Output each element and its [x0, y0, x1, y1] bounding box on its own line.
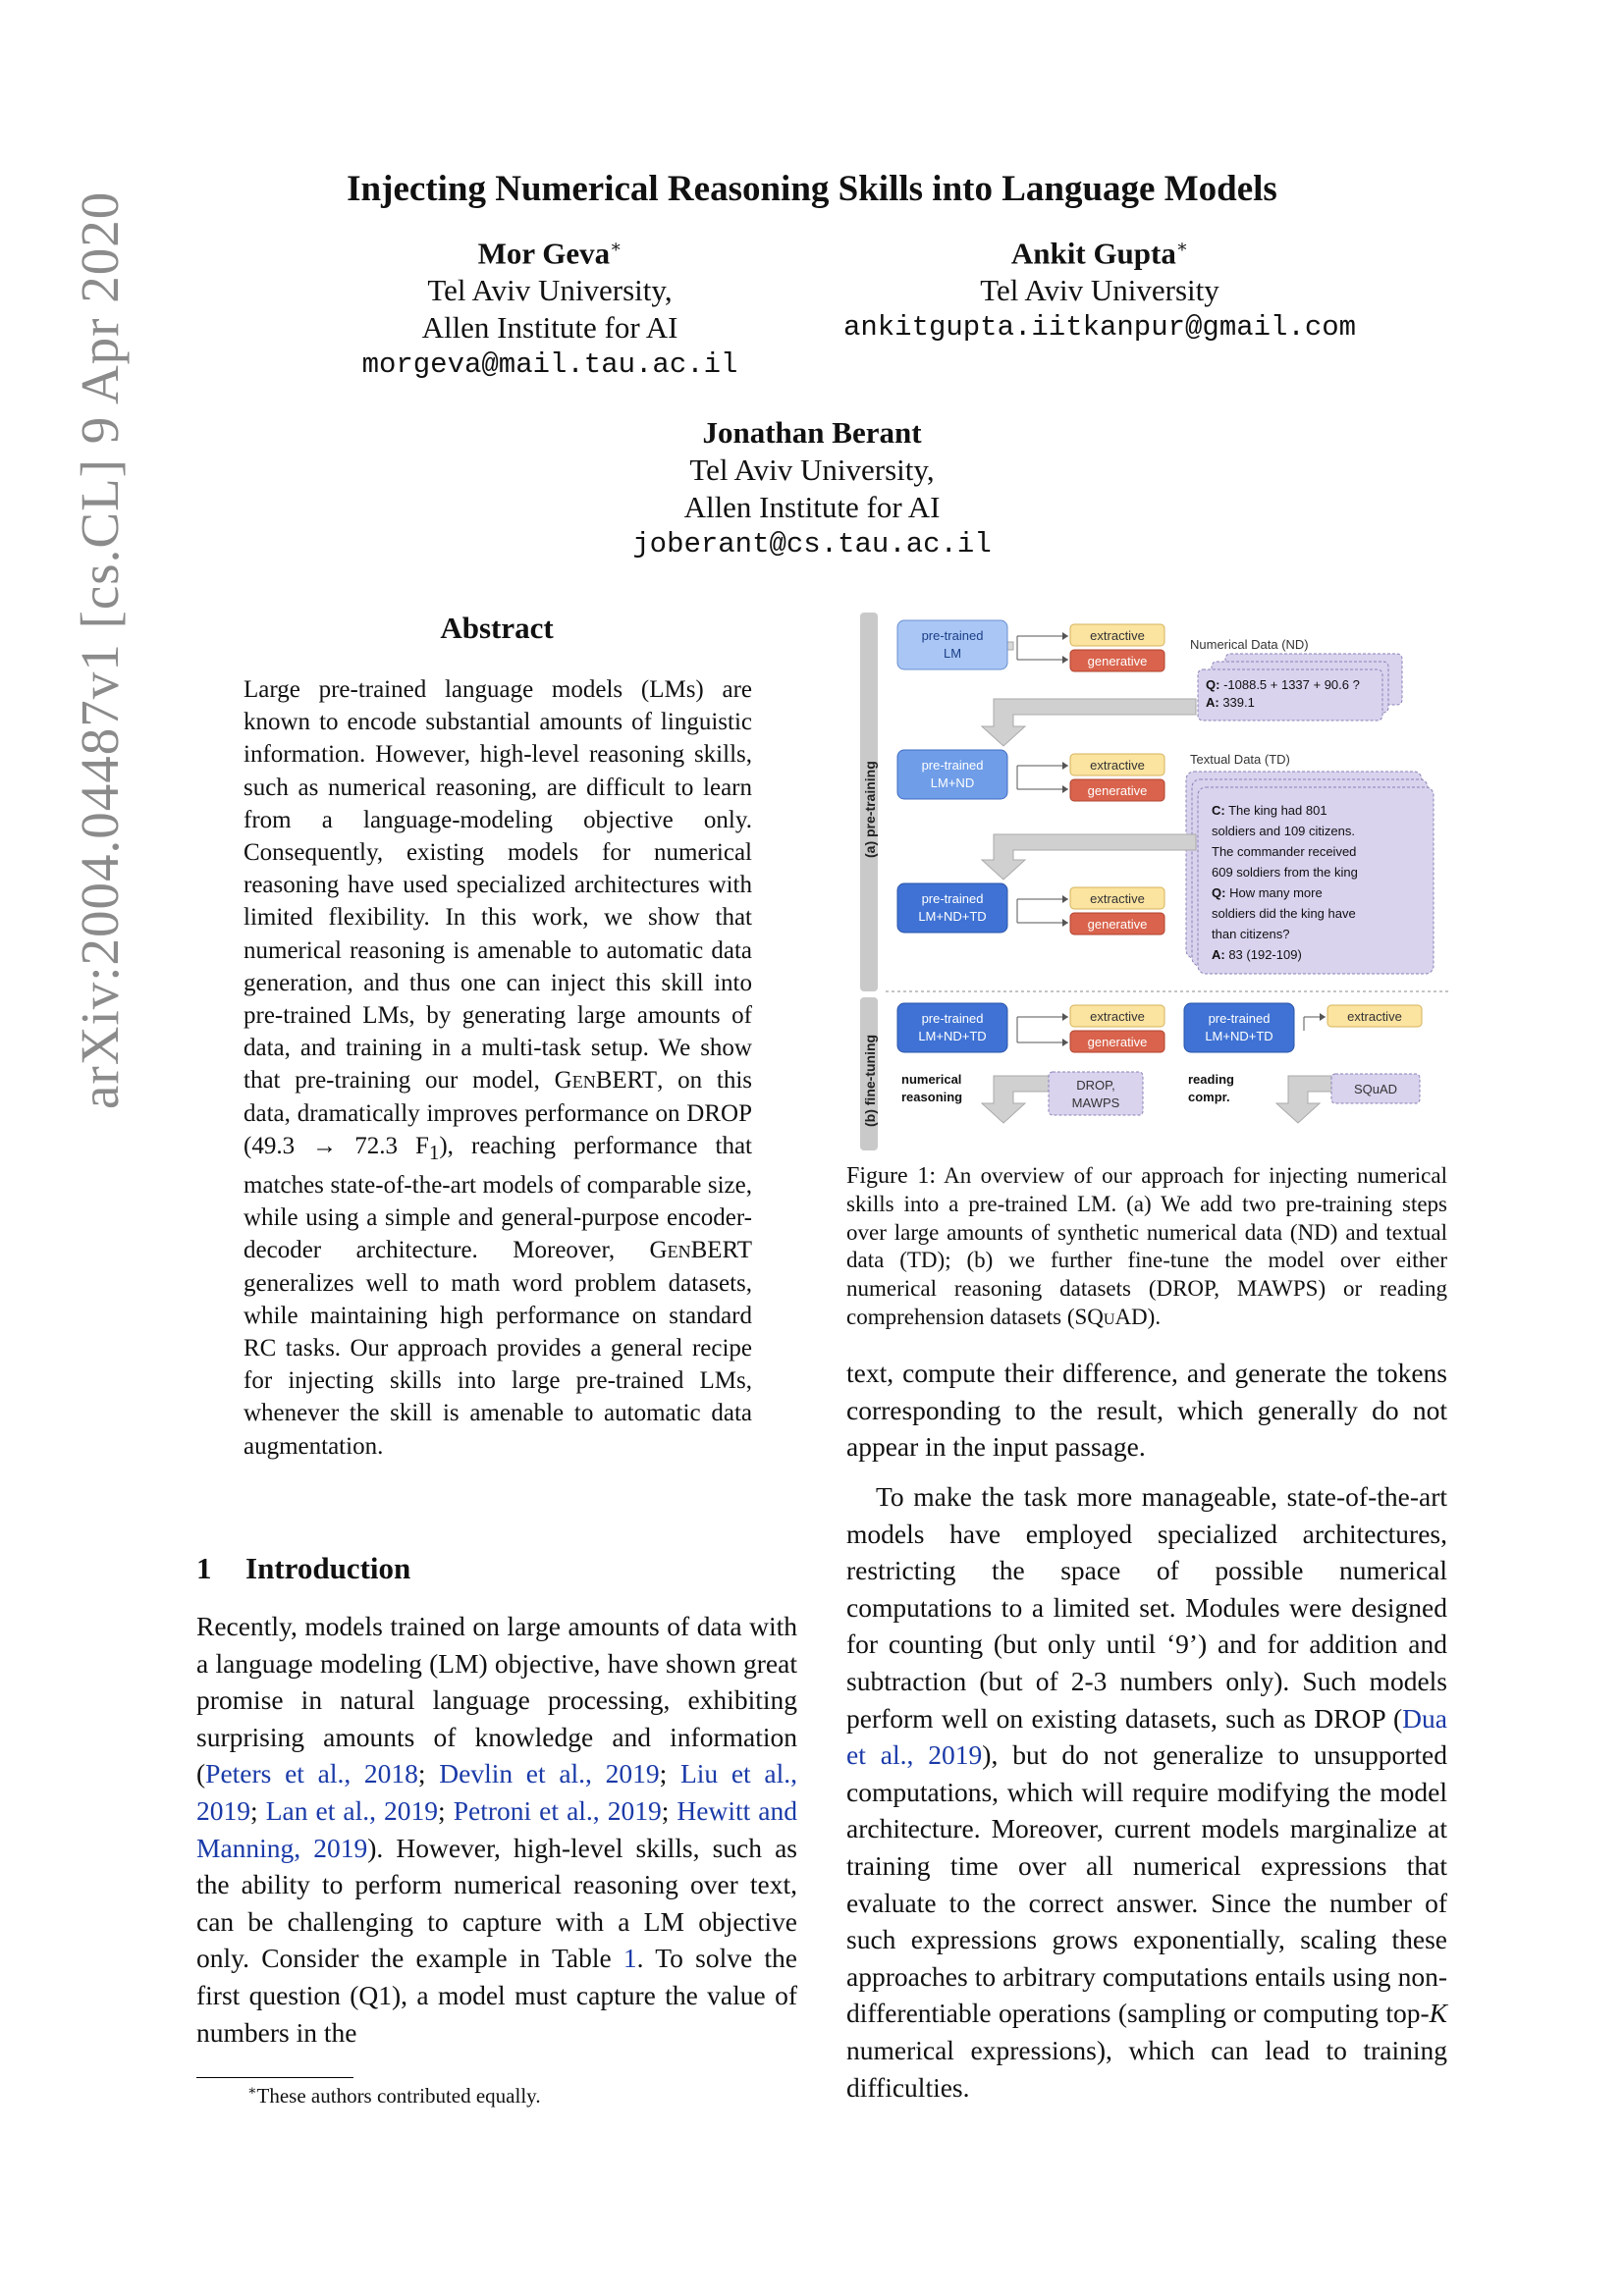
connector	[1017, 766, 1068, 789]
author-block-gupta	[785, 228, 1414, 347]
abstract-body	[244, 673, 752, 1463]
figure-diagram	[846, 607, 1455, 1156]
flow-arrow	[982, 834, 1196, 880]
dataset-name: MAWPS	[1236, 1276, 1319, 1302]
caption-label: Figure 1:	[846, 1163, 936, 1189]
author-mark: ∗	[610, 237, 623, 256]
td-q-label: Q:	[1212, 885, 1226, 900]
body-text: Recently, models trained on large amounts of data with a language modeling (LM) objective, have shown great promise in natural language processing, exhibiting surprising amounts of knowledge and information (	[196, 1611, 797, 1789]
side-label: (b) fine-tuning	[862, 1034, 878, 1127]
nd-a-text: 339.1	[1218, 695, 1255, 710]
model-name: GenBERT	[649, 1237, 752, 1264]
nd-answer	[1206, 695, 1255, 710]
paper-title: Injecting Numerical Reasoning Skills into Language Models	[347, 169, 1277, 209]
abstract-text: ), reaching performance that matches state-of-the-art models of comparable size, while using a simple and general-purpose encoder-decoder architecture. Moreover,	[244, 1132, 752, 1264]
caption-text: ).	[1147, 1304, 1162, 1329]
lm-label: pre-trained	[1208, 1011, 1271, 1026]
author-name: Mor Geva	[477, 236, 611, 271]
author-affiliation: Allen Institute for AI	[421, 310, 678, 346]
author-affiliation: Allen Institute for AI	[683, 490, 941, 524]
task-label: compr.	[1188, 1090, 1230, 1104]
body-text: . To solve the first question (Q1), a model must capture the value of numbers in the	[196, 1943, 797, 2048]
abstract-heading: Abstract	[440, 611, 554, 645]
dataset-name: SQuAD	[1074, 1304, 1148, 1329]
nd-title: Numerical Data (ND)	[1190, 637, 1309, 652]
author-email: joberant@cs.tau.ac.il	[632, 528, 992, 561]
connector-head	[1320, 1013, 1326, 1021]
nd-q-text: -1088.5 + 1337 + 90.6 ?	[1219, 677, 1360, 692]
body-text: text, compute their difference, and generate the tokens corresponding to the result, which generally do not appear in the input passage.	[846, 1358, 1447, 1463]
citation-link[interactable]: Devlin et al., 2019	[439, 1758, 660, 1789]
lm-label: LM+ND+TD	[918, 1029, 987, 1043]
td-title: Textual Data (TD)	[1190, 752, 1290, 767]
body-text: ). However, high-level skills, such as the ability to perform numerical reasoning over text, can be challenging to capture with a LM objective only. Consider the example in Table	[196, 1832, 797, 1974]
citation-link[interactable]: Petroni et al., 2019	[453, 1794, 662, 1826]
figure-1	[846, 607, 1455, 1156]
flow-arrow	[1276, 1076, 1337, 1123]
lm-label: pre-trained	[921, 628, 984, 643]
author-block-berant	[517, 414, 1107, 563]
td-text: 83 (192-109)	[1224, 947, 1302, 962]
td-line: soldiers and 109 citizens.	[1212, 824, 1355, 838]
head-label: generative	[1087, 783, 1148, 798]
table-ref-link[interactable]: 1	[623, 1943, 637, 1974]
author-mark: ∗	[1175, 237, 1189, 256]
footnote-mark: ∗	[247, 2084, 257, 2099]
task-label: reasoning	[901, 1090, 963, 1104]
dataset-label: MAWPS	[1071, 1095, 1120, 1110]
author-email: ankitgupta.iitkanpur@gmail.com	[842, 311, 1357, 345]
connector	[1017, 899, 1068, 923]
connector	[1017, 636, 1068, 660]
head-label: extractive	[1347, 1009, 1402, 1024]
abstract-text: Large pre-trained language models (LMs) are known to encode substantial amounts of linguistic information. However, high-level reasoning skills, such as numerical reasoning, are difficult to learn from a language-modeling objective only. Consequently, existing models for numerical reasoning have used specialized architectures with limited flexibility. In this work, we show that numerical reasoning is amenable to automatic data generation, and thus one can inject this skill into pre-trained LMs, by generating large amounts of data, and training in a multi-task setup. We show that pre-training our model,	[244, 676, 752, 1095]
arxiv-stamp: arXiv:2004.04487v1 [cs.CL] 9 Apr 2020	[70, 190, 130, 1109]
td-text: How many more	[1229, 885, 1323, 900]
abstract-text: generalizes well to math word problem datasets, while maintaining high performance on standard RC tasks. Our approach provides a general recipe for injecting skills into large pre-trained LMs, whenever the skill is amenable to automatic data augmentation.	[244, 1269, 752, 1460]
task-label: reading	[1188, 1072, 1234, 1087]
lm-label: LM+ND+TD	[918, 909, 987, 924]
td-line	[1212, 947, 1302, 962]
nd-question	[1206, 677, 1360, 692]
figure-caption	[846, 1162, 1447, 1332]
author-affiliation: Tel Aviv University	[980, 273, 1219, 308]
lm-label: LM	[943, 646, 962, 661]
flow-arrow	[982, 699, 1196, 746]
dataset-label: DROP,	[1076, 1078, 1115, 1093]
citation-link[interactable]: Liu et al., 2019	[196, 1758, 797, 1826]
lm-label: pre-trained	[921, 758, 984, 773]
connector-head	[1062, 762, 1068, 793]
intro-paragraph: Recently, models trained on large amounts of data with a language modeling (LM) objective, have shown great promise in natural language processing, exhibiting surprising amounts of knowledge and information (Peters et al., 2018; Devlin et al., 2019; Liu et al., 2019; Lan et al., 2019; Petroni et al., 2019; Hewitt and Manning, 2019). However, high-level skills, such as the ability to perform numerical reasoning over text, can be challenging to capture with a LM objective only. Consider the example in Table 1. To solve the first question (Q1), a model must capture the value of numbers in the	[196, 1611, 798, 2048]
author-name: Jonathan Berant	[702, 415, 922, 450]
connector-head	[1062, 1013, 1068, 1046]
caption-text: ) or reading comprehension datasets (	[846, 1276, 1447, 1329]
td-line: soldiers did the king have	[1212, 906, 1356, 921]
lm-label: pre-trained	[921, 891, 984, 906]
td-line	[1212, 885, 1323, 900]
lm-label: pre-trained	[921, 1011, 984, 1026]
citation-link[interactable]: Dua et al., 2019	[846, 1702, 1447, 1771]
head-label: extractive	[1090, 891, 1145, 906]
lm-label: LM+ND	[930, 775, 975, 790]
dataset-label: SQuAD	[1353, 1082, 1398, 1096]
section-heading	[196, 1551, 410, 1586]
td-text: The king had 801	[1228, 803, 1327, 818]
head-label: generative	[1087, 917, 1148, 932]
connector-head	[1062, 632, 1068, 664]
connector-head	[1062, 895, 1068, 927]
head-label: generative	[1087, 1035, 1148, 1049]
section-number: 1	[196, 1551, 212, 1585]
author-email: morgeva@mail.tau.ac.il	[361, 348, 738, 382]
head-label: extractive	[1090, 628, 1145, 643]
caption-text: An overview of our approach for injecting numerical skills into a pre-trained LM. (a) We add two pre-training steps over large amounts of synthetic numerical data (ND) and textual data (TD); (b) we further fine-tune the model over either numerical reasoning datasets (DROP,	[846, 1163, 1447, 1302]
author-block-geva	[324, 228, 776, 384]
td-line: 609 soldiers from the king	[1212, 865, 1358, 880]
citation-link[interactable]: Lan et al., 2019	[265, 1794, 439, 1826]
body-text: To make the task more manageable, state-of-the-art models have employed specialized architectures, restricting the space of possible numerical computations to a limited set. Modules were designed for counting (but only until ‘9’) and for addition and subtraction (but of 2-3 numbers only). Such models perform well on existing datasets, such as DROP (	[846, 1481, 1447, 1734]
math-k: K	[1429, 1998, 1447, 2029]
body-text: numerical expressions), which can lead to training difficulties.	[846, 2034, 1447, 2103]
td-a-label: A:	[1212, 947, 1225, 962]
right-column-paragraph	[846, 1355, 1447, 1466]
td-line: than citizens?	[1212, 927, 1290, 941]
footnote	[247, 2083, 541, 2109]
side-label: (a) pre-training	[862, 761, 878, 858]
head-label: extractive	[1090, 1009, 1145, 1024]
td-line	[1212, 803, 1327, 818]
head-label: generative	[1087, 654, 1148, 668]
author-name: Ankit Gupta	[1010, 236, 1176, 271]
author-affiliation: Tel Aviv University,	[689, 453, 935, 487]
td-line: The commander received	[1212, 844, 1357, 859]
head-label: extractive	[1090, 758, 1145, 773]
model-name: GenBERT	[554, 1067, 658, 1095]
citation-link[interactable]: Hewitt and Manning, 2019	[196, 1794, 798, 1863]
footnote-rule	[196, 2077, 353, 2078]
connector	[1017, 1017, 1068, 1042]
section-title: Introduction	[245, 1551, 411, 1585]
footnote-text: These authors contributed equally.	[256, 2084, 541, 2108]
f1-subscript: 1	[428, 1140, 440, 1164]
right-column-paragraph	[846, 1478, 1447, 2106]
task-label: numerical	[901, 1072, 962, 1087]
lm-label: LM+ND+TD	[1205, 1029, 1273, 1043]
author-affiliation: Tel Aviv University,	[427, 273, 673, 308]
td-c-label: C:	[1212, 803, 1225, 818]
abstract-text: , on this data, dramatically improves performance on DROP (49.3 → 72.3 F	[244, 1067, 753, 1159]
citation-link[interactable]: Peters et al., 2018	[205, 1758, 418, 1789]
nd-q-label: Q:	[1206, 677, 1220, 692]
body-text: ), but do not generalize to unsupported computations, which will require modifying the model architecture. Moreover, current models marginalize at training time over all numerical expressions that evaluate to the correct answer. Since the number of such expressions grows exponentially, scaling these approaches to arbitrary computations entails using non-differentiable operations (sampling or computing top-	[846, 1739, 1447, 2029]
nd-a-label: A:	[1206, 695, 1219, 710]
